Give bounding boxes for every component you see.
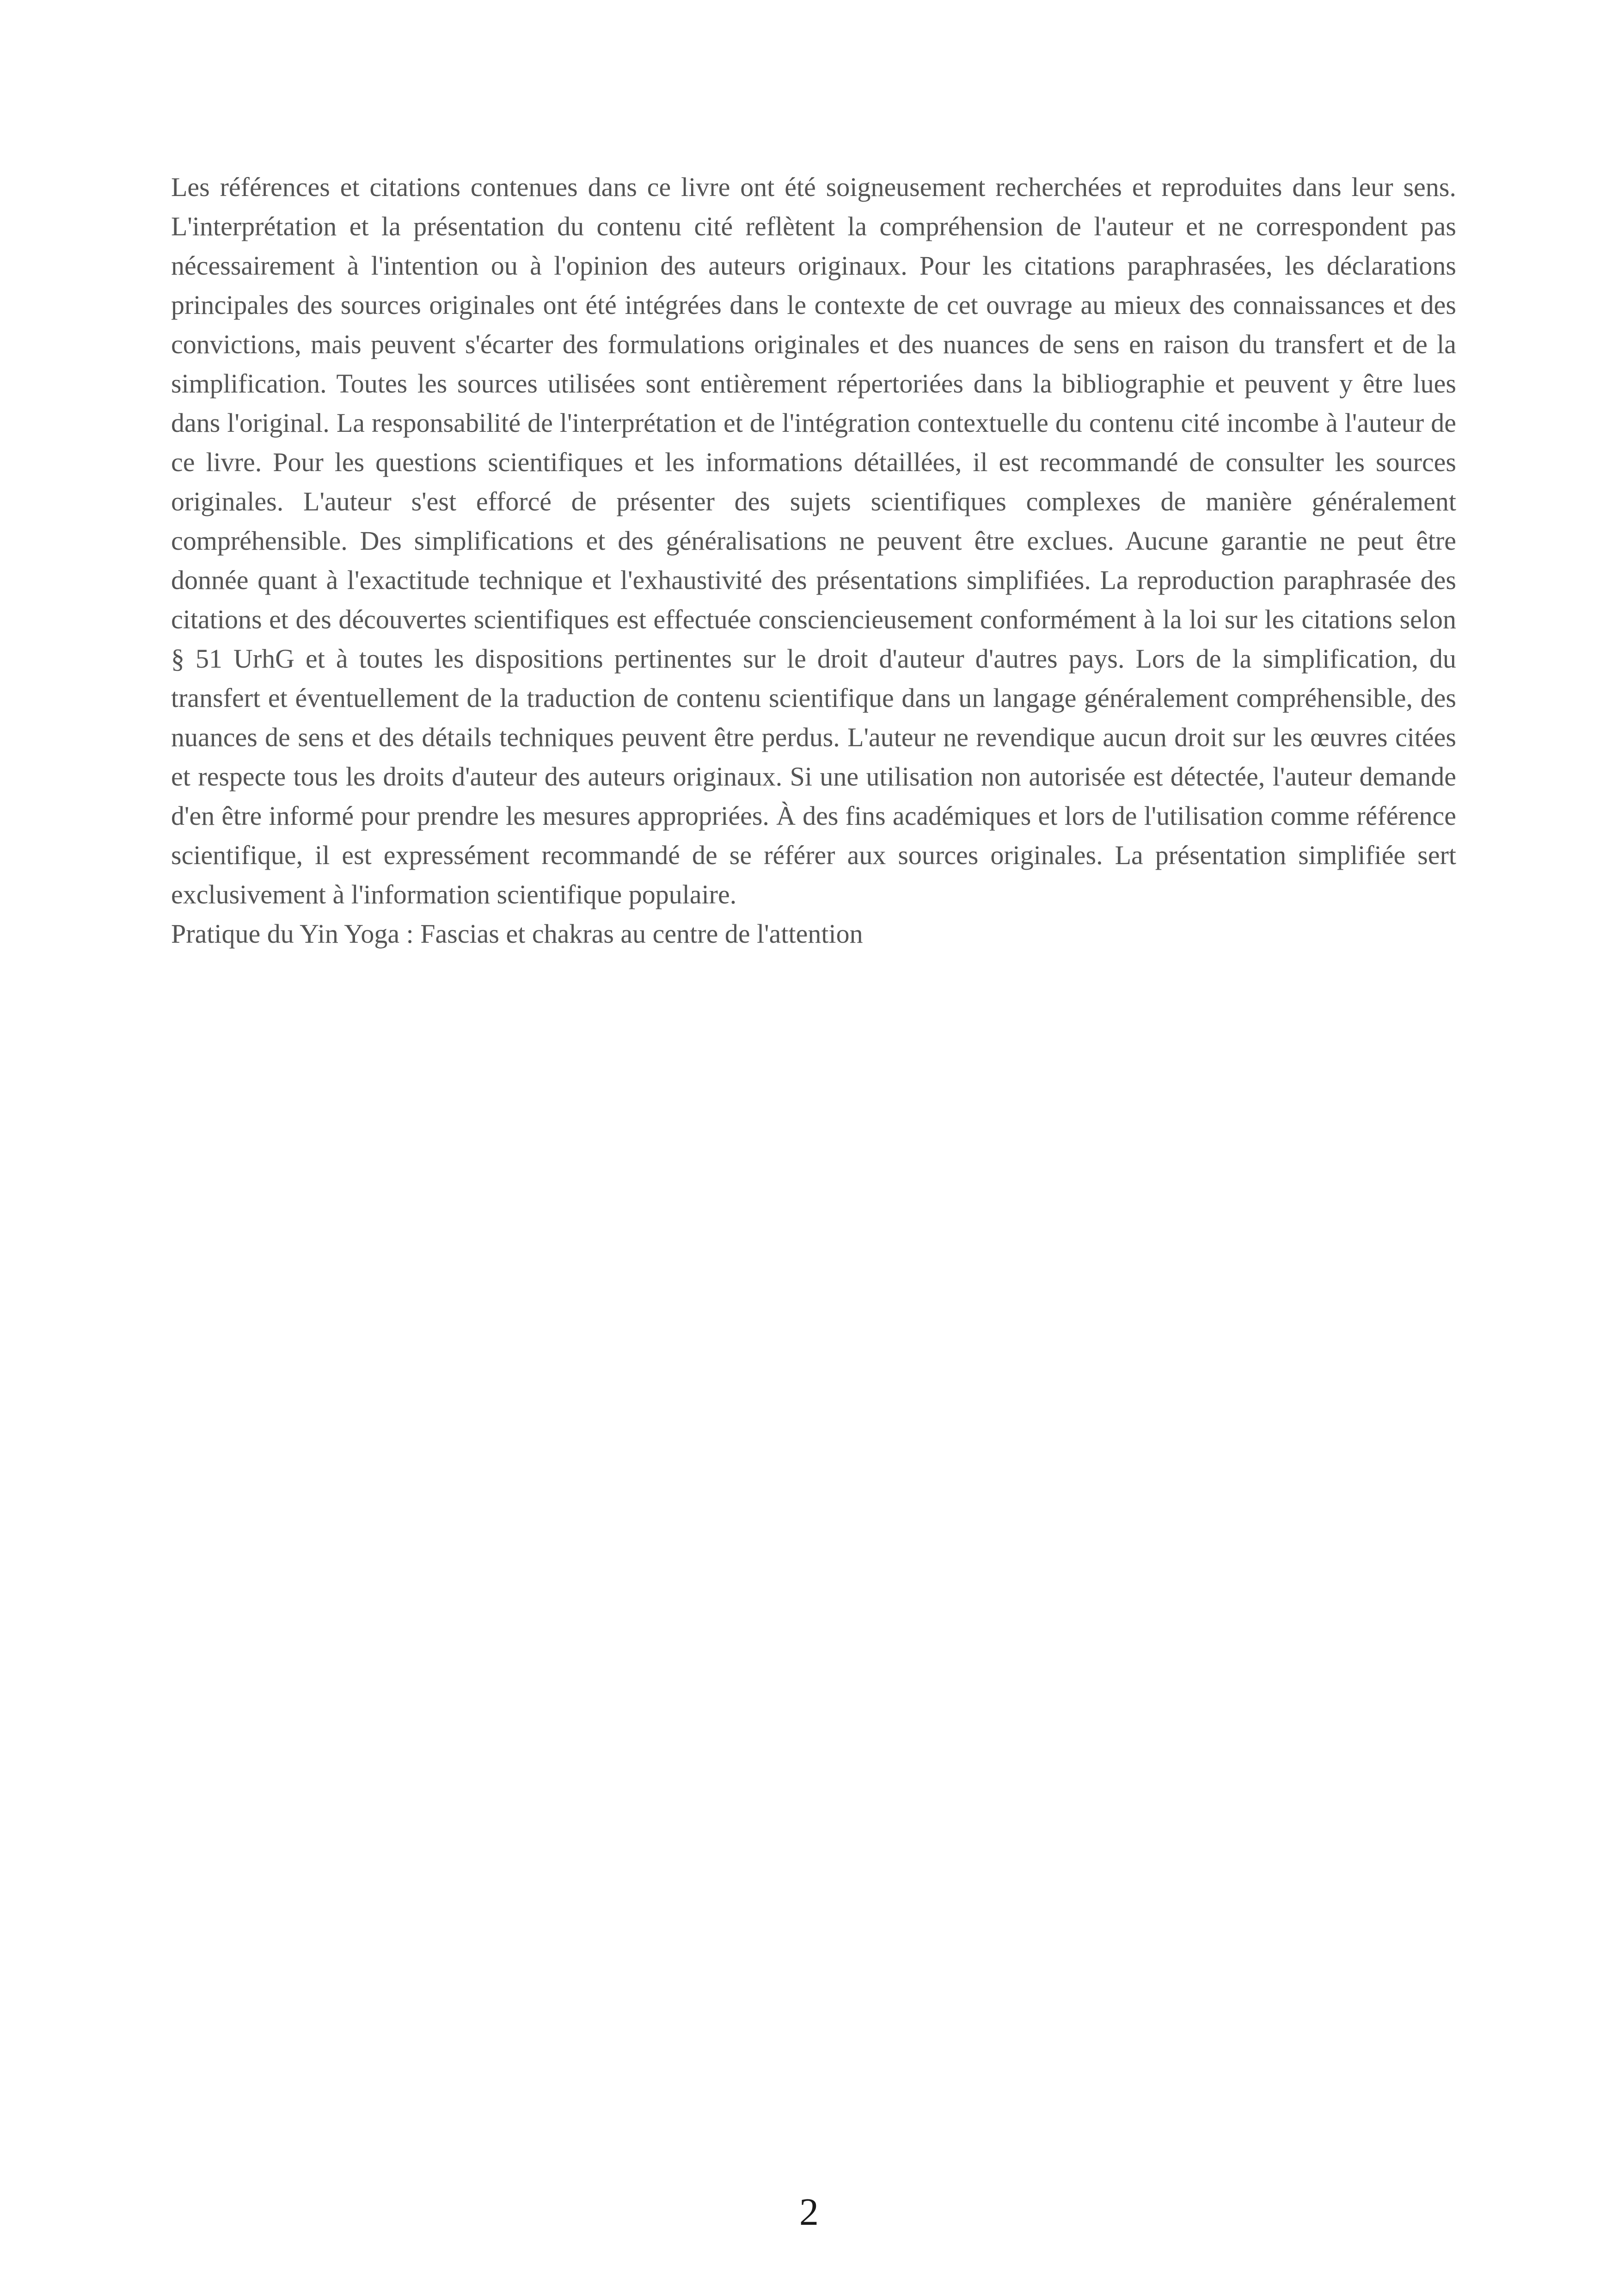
page-number: 2 bbox=[799, 2191, 819, 2234]
page-content bbox=[171, 167, 1456, 953]
disclaimer-paragraph: Les références et citations contenues dans ce livre ont été soigneusement recherchées et reproduites dans leur sens. L'interprétation et la présentation du contenu cité reflètent la compréhension de l'auteur et ne correspondent pas nécessairement à l'intention ou à l'opinion des auteurs originaux. Pour les citations paraphrasées, les déclarations principales des sources originales ont été intégrées dans le contexte de cet ouvrage au mieux des connaissances et des convictions, mais peuvent s'écarter des formulations originales et des nuances de sens en raison du transfert et de la simplification. Toutes les sources utilisées sont entièrement répertoriées dans la bibliographie et peuvent y être lues dans l'original. La responsabilité de l'interprétation et de l'intégration contextuelle du contenu cité incombe à l'auteur de ce livre. Pour les questions scientifiques et les informations détaillées, il est recommandé de consulter les sources originales. L'auteur s'est efforcé de présenter des sujets scientifiques complexes de manière généralement compréhensible. Des simplifications et des généralisations ne peuvent être exclues. Aucune garantie ne peut être donnée quant à l'exactitude technique et l'exhaustivité des présentations simplifiées. La reproduction paraphrasée des citations et des découvertes scientifiques est effectuée consciencieusement conformément à la loi sur les citations selon § 51 UrhG et à toutes les dispositions pertinentes sur le droit d'auteur d'autres pays. Lors de la simplification, du transfert et éventuellement de la traduction de contenu scientifique dans un langage généralement compréhensible, des nuances de sens et des détails techniques peuvent être perdus. L'auteur ne revendique aucun droit sur les œuvres citées et respecte tous les droits d'auteur des auteurs originaux. Si une utilisation non autorisée est détectée, l'auteur demande d'en être informé pour prendre les mesures appropriées. À des fins académiques et lors de l'utilisation comme référence scientifique, il est expressément recommandé de se référer aux sources originales. La présentation simplifiée sert exclusivement à l'information scientifique populaire. bbox=[171, 172, 1456, 909]
book-title-line: Pratique du Yin Yoga : Fascias et chakras au centre de l'attention bbox=[171, 919, 863, 949]
